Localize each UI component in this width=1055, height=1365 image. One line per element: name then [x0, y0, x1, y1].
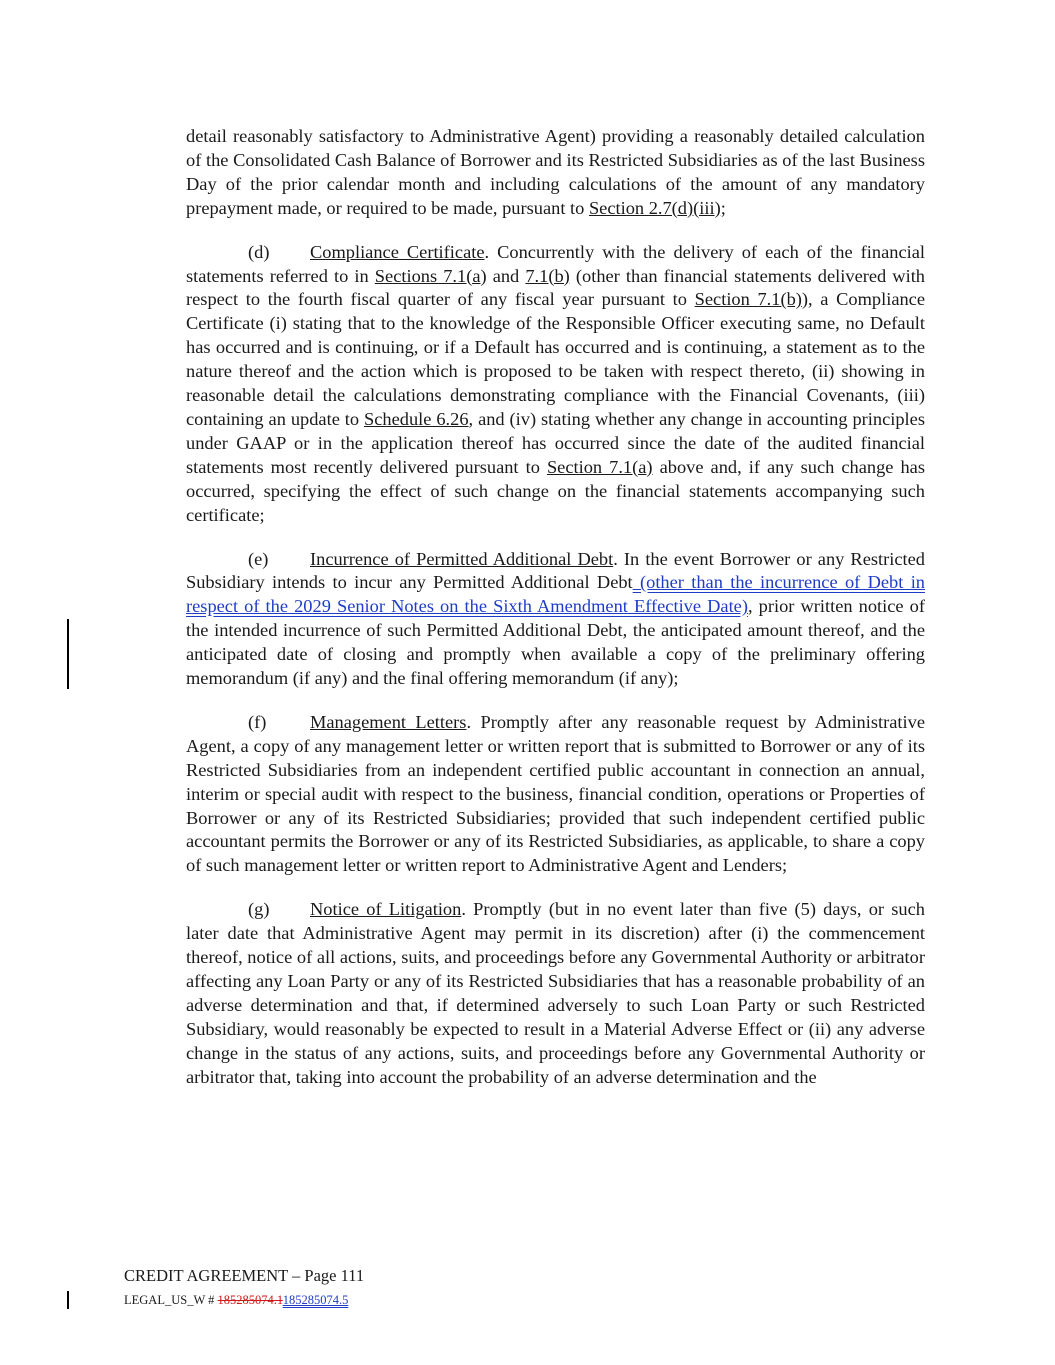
paragraph-g: (g) Notice of Litigation. Promptly (but in no event later than five (5) days, or such later date that Administrative Agent may permit in its discretion) after (i) the commencement thereof, notice of all actions, suits, and proceedings before any Governmental Authority or arbitrator affecting any Loan Party or any of its Restricted Subsidiaries that has a reasonable probability of an adverse determination and that, if determined adversely to such Loan Party or such Restricted Subsidiary, would reasonably be expected to result in a Material Adverse Effect or (ii) any adverse change in the status of any actions, suits, and proceedings before any Governmental Authority or arbitrator that, taking into account the probability of an adverse determination and the: [186, 899, 925, 1087]
document-body: [186, 125, 925, 1110]
clause-label: (g): [248, 899, 270, 920]
clause-heading: Management Letters: [310, 711, 467, 732]
paragraph-e: (e) Incurrence of Permitted Additional Debt. In the event Borrower or any Restricted Subsidiary intends to incur any Permitted Additional Debt (other than the incurrence of Debt in respect of the 2029 Senior Notes on the Sixth Amendment Effective Date), prior written notice of the intended incurrence of such Permitted Additional Debt, the anticipated amount thereof, and the anticipated date of closing and promptly when available a copy of the preliminary offering memorandum (if any) and the final offering memorandum (if any);: [186, 548, 925, 689]
inserted-text-revision: (other than the incurrence of Debt in respect of the 2029 Senior Notes on the Sixth Amendment Effective Date): [186, 572, 925, 617]
clause-label: (e): [248, 548, 269, 569]
paragraph-d: (d) Compliance Certificate. Concurrently with the delivery of each of the financial statements referred to in Sections 7.1(a) and 7.1(b) (other than financial statements delivered with respect to the fourth fiscal quarter of any fiscal year pursuant to Section 7.1(b)), a Compliance Certificate (i) stating that to the knowledge of the Responsible Officer executing same, no Default has occurred and is continuing, or if a Default has occurred and is continuing, a statement as to the nature thereof and the action which is proposed to be taken with respect thereto, (ii) showing in reasonable detail the calculations demonstrating compliance with the Financial Covenants, (iii) containing an update to Schedule 6.26, and (iv) stating whether any change in accounting principles under GAAP or in the application thereof has occurred since the date of the audited financial statements most recently delivered pursuant to Section 7.1(a) above and, if any such change has occurred, specifying the effect of such change on the financial statements accompanying such certificate;: [186, 241, 926, 525]
section-reference: Section 7.1(b): [694, 289, 802, 310]
section-reference: Sections 7.1(a): [374, 265, 487, 286]
deleted-doc-number: 185285074.1: [217, 1293, 283, 1307]
page-footer: [124, 1265, 364, 1309]
clause-label: (d): [248, 241, 270, 262]
inserted-doc-number: 185285074.5: [282, 1293, 349, 1307]
change-bar-footer: [67, 1291, 69, 1309]
schedule-reference: Schedule 6.26: [364, 408, 469, 429]
clause-label: (f): [248, 711, 267, 732]
footer-title: CREDIT AGREEMENT – Page 111: [124, 1266, 365, 1285]
change-bar-para-e: [67, 619, 69, 689]
clause-heading: Compliance Certificate: [310, 241, 485, 262]
document-id: LEGAL_US_W # 185285074.1185285074.5: [124, 1293, 349, 1307]
section-reference: Section 7.1(a): [546, 456, 653, 477]
clause-heading: Incurrence of Permitted Additional Debt: [310, 548, 614, 569]
section-reference: 7.1(b): [525, 265, 570, 286]
section-reference: Section 2.7(d)(iii): [588, 197, 721, 218]
paragraph-intro: detail reasonably satisfactory to Administrative Agent) providing a reasonably detailed calculation of the Consolidated Cash Balance of Borrower and its Restricted Subsidiaries as of the last Business Day of the prior calendar month and including calculations of the amount of any mandatory prepayment made, or required to be made, pursuant to Section 2.7(d)(iii);: [186, 126, 925, 218]
paragraph-f: (f) Management Letters. Promptly after any reasonable request by Administrative Agent, a copy of any management letter or written report that is submitted to Borrower or any of its Restricted Subsidiaries from an independent certified public accountant in connection an annual, interim or special audit with respect to the business, financial condition, operations or Properties of Borrower or any of its Restricted Subsidiaries; provided that such independent certified public accountant permits the Borrower or any of its Restricted Subsidiaries, as applicable, to share a copy of such management letter or written report to Administrative Agent and Lenders;: [186, 711, 925, 876]
clause-heading: Notice of Litigation: [310, 899, 462, 920]
